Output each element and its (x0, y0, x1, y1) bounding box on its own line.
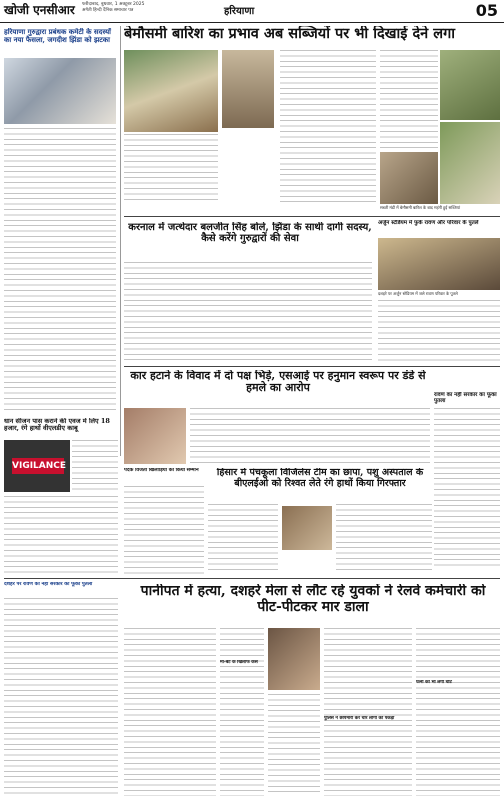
article-text-rain-2 (280, 50, 376, 202)
article-text-panipat-5 (416, 628, 500, 796)
headline-players: पदक विजेता खिलाड़ियों का किया सम्मान (124, 468, 199, 473)
date-text: फरीदाबाद, बुधवार, 1 अक्टूबर 2025 (82, 2, 145, 7)
article-text-players (124, 486, 204, 574)
subhead-mother-son: मां-बेटे के खिलाफ केस (220, 660, 258, 665)
subhead-wife: पत्नी को भी लगी चोटें (416, 680, 452, 685)
article-text-vigilance (72, 440, 118, 492)
headline-paddy-bribe: धान सीजन पास कराने की एवज में लिए 18 हजार, रंगे हाथों वीएलडीए काबू (4, 418, 110, 433)
masthead (0, 0, 504, 23)
article-text-panipat-4 (324, 628, 412, 796)
photo-ravan-effigy (378, 238, 500, 290)
headline-panipat: पानीपत में हत्या, दशहरे मेला से लौट रहे युवकों ने रेलवे कर्मचारी को पीट-पीटकर मार डाला (140, 584, 486, 615)
headline-ravan-effigy: रावण का नहीं सरकार का फूंका पुतला (434, 392, 497, 405)
subline-text: अगेती हिन्दी दैनिक समाचार पत्र (82, 8, 134, 13)
article-text-rain-1 (124, 134, 218, 204)
caption-arjun-stadium: दशहरे पर अर्जुन स्टेडियम में जले रावण परिवार के पुतले (378, 291, 458, 296)
headline-rain: बेमौसमी बारिश का प्रभाव अब सब्जियों पर भी दिखाई देने लगा (124, 26, 455, 42)
article-text-ravan (434, 408, 500, 568)
caption-rain: सब्जी मंडी में बेमौसमी बारिश के बाद महंगी हुई सब्जियां (380, 205, 461, 210)
photo-victim (268, 628, 320, 690)
page-number: 05 (475, 1, 498, 20)
vigilance-badge: VIGILANCE (12, 458, 64, 474)
divider (124, 366, 500, 367)
article-text-hisar-2 (336, 504, 432, 574)
article-text-effigy (4, 598, 118, 796)
photo-meeting (4, 58, 116, 124)
headline-hisar: हिसार में पंचकूला विजिलेंस टीम का छापा, पशु अस्पताल के बीएलईओ को रिश्वत लेते रंगे हाथों किया गिरफ्तार (216, 468, 424, 489)
divider (124, 216, 500, 217)
divider (4, 578, 500, 579)
article-text-hisar (208, 504, 278, 574)
headline-car-dispute: कार हटाने के विवाद में दो पक्ष भिड़े, एसआई पर हनुमान स्वरूप पर डंडे से हमले का आरोप (130, 370, 426, 395)
dateline (82, 2, 144, 14)
article-text-vigilance-2 (4, 496, 118, 576)
photo-injured (124, 408, 186, 464)
article-text-left (4, 128, 116, 414)
headline-arjun-stadium: अर्जुन स्टेडियम में फुके रावण और परिवार के पुतले (378, 220, 479, 226)
subhead-raid: पुलिस ने छापेमारी कर चार लोगों को पकड़ा (324, 716, 395, 721)
article-text-panipat-3 (268, 694, 320, 796)
photo-vegetable-market (124, 50, 218, 132)
article-text-karnal (124, 262, 372, 362)
photo-vegetables (440, 50, 500, 120)
photo-mandi (380, 152, 438, 204)
photo-cash (282, 506, 332, 550)
article-text-rain-3 (380, 50, 438, 150)
headline-karnal: करनाल में जत्थेदार बलजीत सिंह बोले, झिंडा के साथी दागी सदस्य, कैसे करेंगे गुरुद्वारों की सेवा (128, 222, 372, 245)
article-text-panipat-2 (220, 628, 264, 796)
column-divider (120, 26, 121, 456)
section-title: हरियाणा (224, 6, 255, 17)
headline-top-left: हरियाणा गुरुद्वारा प्रबंधक कमेटी के सदस्यों का नया फैसला, जगदीश झिंडा को झटका (4, 28, 111, 44)
headline-effigy-govt: दशहरे पर रावण का नहीं सरकार का फूंका पुतला (4, 582, 93, 587)
article-text-car (190, 408, 430, 464)
photo-cauliflower (440, 122, 500, 204)
article-text-arjun (378, 300, 500, 364)
article-text-panipat-1 (124, 628, 216, 796)
brand-logo: खोजी एनसीआर (4, 3, 75, 17)
photo-vendor (222, 50, 274, 128)
